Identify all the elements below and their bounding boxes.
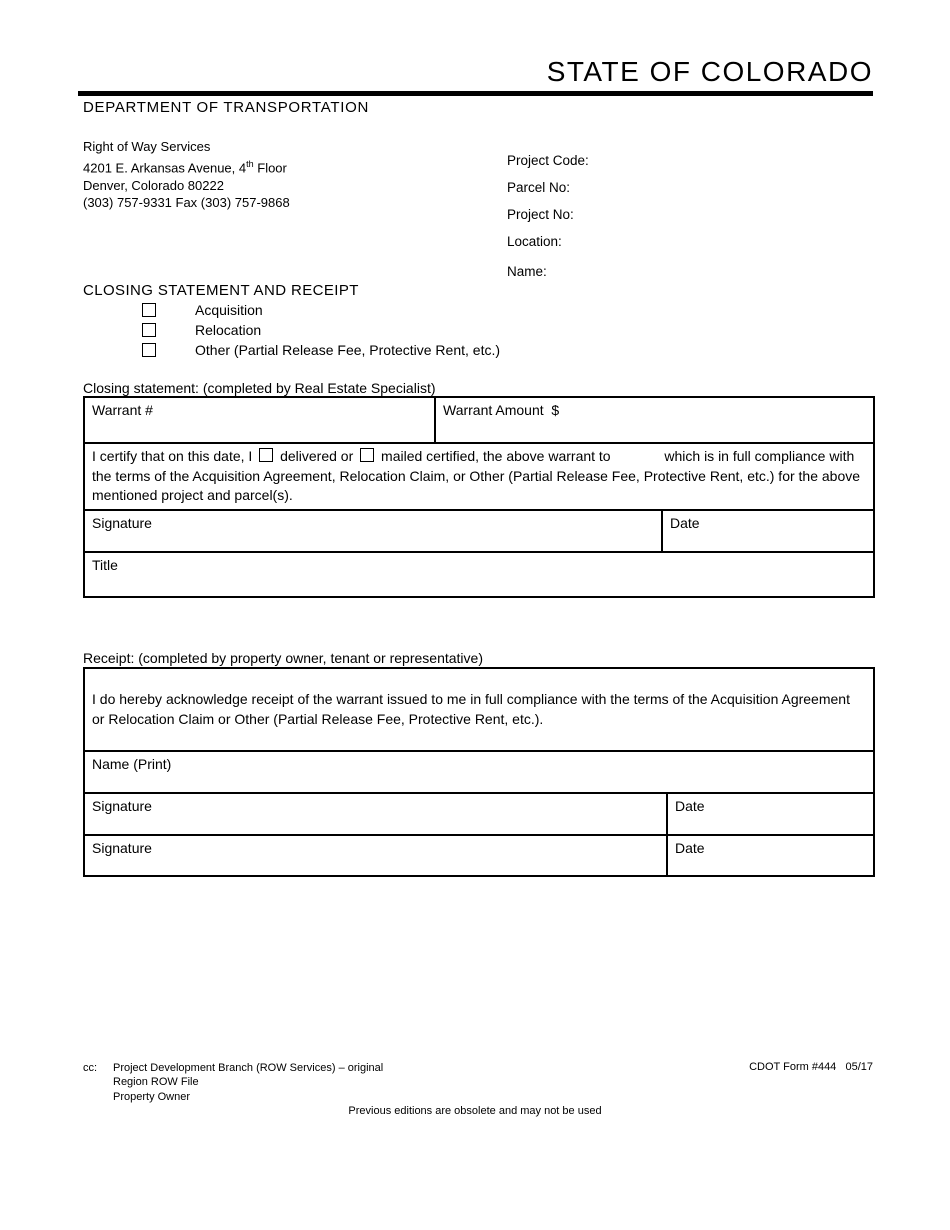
form-title: CLOSING STATEMENT AND RECEIPT [83,282,359,299]
cc-label: cc: [83,1062,98,1074]
footer-note: Previous editions are obsolete and may not be used [348,1105,602,1117]
address-block [83,138,290,212]
checkbox-row-relocation [142,320,500,340]
project-fields [507,147,589,285]
address-line-3: Denver, Colorado 80222 [83,177,224,193]
certify-statement-cell [84,443,874,510]
certify-mailed-label: mailed certified, the above warrant to [381,448,611,464]
address-line-2-text: 4201 E. Arkansas Avenue, 4 [83,159,247,175]
project-no-label: Project No: [507,207,574,222]
receipt-signature1-label: Signature [92,798,152,814]
acquisition-label: Acquisition [195,302,263,318]
acquisition-checkbox[interactable] [142,303,156,317]
closing-statement-table [83,396,875,598]
warrant-amount-label: Warrant Amount $ [443,402,560,418]
other-label: Other (Partial Release Fee, Protective Rent, etc.) [195,342,501,358]
address-line-1: Right of Way Services [83,139,211,154]
receipt-signature2-cell[interactable] [84,835,667,876]
certify-delivered-label: delivered or [280,448,354,464]
relocation-checkbox[interactable] [142,323,156,337]
address-line-2 [83,156,290,177]
location-label: Location: [507,234,562,249]
cc-line-1: Project Development Branch (ROW Services) – original [113,1062,384,1074]
field-project-no[interactable] [507,201,589,228]
acknowledge-text: I do hereby acknowledge receipt of the warrant issued to me in full compliance with the terms of the Acquisition Agreement or Relocation Claim or Other (Partial Release Fee, Protective Rent, etc.). [92,691,850,727]
warrant-number-cell[interactable] [84,397,435,443]
receipt-signature2-label: Signature [92,840,152,856]
certify-text-part1: I certify that on this date, I [92,448,253,464]
delivered-checkbox[interactable] [259,448,273,462]
closing-date-cell[interactable] [662,510,874,552]
receipt-heading: Receipt: (completed by property owner, tenant or representative) [83,650,483,666]
closing-signature-label: Signature [92,514,152,531]
name-label: Name: [507,264,547,279]
address-line-2-suffix: Floor [257,159,287,175]
name-print-cell[interactable] [84,751,874,793]
cc-block [83,1061,383,1104]
form-number: CDOT Form #444 05/17 [749,1061,873,1073]
project-code-label: Project Code: [507,153,589,168]
receipt-date2-cell[interactable] [667,835,874,876]
closing-signature-cell[interactable] [84,510,662,552]
receipt-date1-label: Date [675,798,705,814]
closing-title-label: Title [92,556,118,573]
acknowledge-statement-cell [84,668,874,751]
address-line-4: (303) 757-9331 Fax (303) 757-9868 [83,195,290,211]
receipt-date1-cell[interactable] [667,793,874,835]
cc-line-2: Region ROW File [113,1076,199,1089]
checkbox-row-other [142,340,500,360]
mailed-checkbox[interactable] [360,448,374,462]
name-print-label: Name (Print) [92,756,172,772]
closing-title-cell[interactable] [84,552,874,597]
certify-text-part2: which is in full compliance with the terms of the Acquisition Agreement, Relocation Claim, or Other (Partial Release Fee, Protective Rent, etc.) for the above mentioned project and parcel(s). [92,448,861,503]
cc-lines [113,1061,383,1104]
closing-statement-heading: Closing statement: (completed by Real Estate Specialist) [83,380,436,396]
field-parcel-no[interactable] [507,174,589,201]
closing-date-label: Date [670,514,700,531]
warrant-amount-cell[interactable] [435,397,874,443]
state-title: STATE OF COLORADO [546,56,873,87]
department-title: DEPARTMENT OF TRANSPORTATION [83,99,370,116]
floor-superscript: th [246,158,254,169]
statement-type-checkboxes [142,300,500,360]
receipt-date2-label: Date [675,840,705,856]
relocation-label: Relocation [195,322,262,338]
receipt-signature1-cell[interactable] [84,793,667,835]
cc-line-3: Property Owner [113,1090,191,1103]
header-rule [78,91,873,96]
checkbox-row-acquisition [142,300,500,320]
field-location[interactable] [507,228,589,255]
field-name[interactable] [507,258,589,285]
warrant-number-label: Warrant # [92,402,153,418]
parcel-no-label: Parcel No: [507,180,571,195]
receipt-table [83,667,875,877]
field-project-code[interactable] [507,147,589,174]
other-checkbox[interactable] [142,343,156,357]
